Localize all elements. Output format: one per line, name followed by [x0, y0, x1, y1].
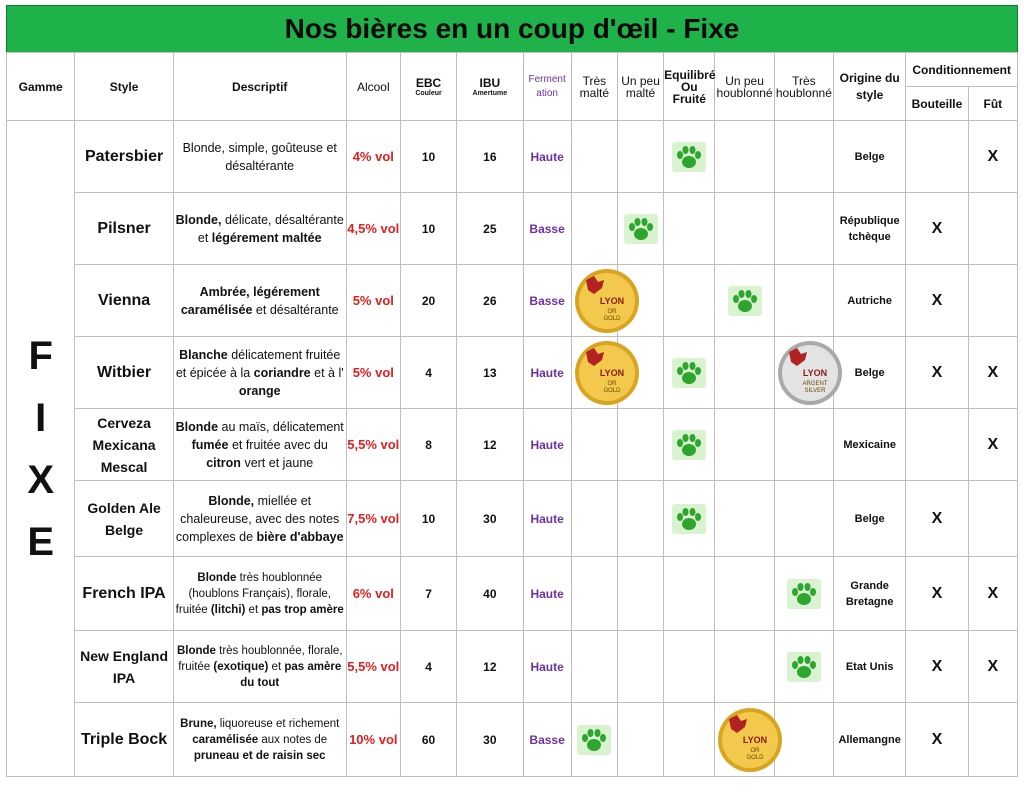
flavour-cell [617, 121, 663, 193]
paw-icon [728, 286, 762, 316]
flavour-cell [664, 631, 715, 703]
flavour-cell [715, 703, 774, 777]
header-gamme: Gamme [7, 53, 75, 121]
fut-mark: X [968, 121, 1017, 193]
header-ibu [457, 53, 523, 121]
header-fut: Fût [968, 87, 1017, 121]
beer-table [6, 52, 1018, 777]
flavour-cell [715, 631, 774, 703]
svg-text:LYON: LYON [599, 367, 624, 378]
description-segment: caramélisée [192, 733, 259, 746]
header-style: Style [75, 53, 173, 121]
origin-value: Autriche [833, 265, 905, 337]
beer-style: French IPA [75, 557, 173, 631]
header-tres-houblonne: Très houblonné [774, 53, 833, 121]
description-segment: (exotique) [213, 660, 269, 673]
ebc-value: 4 [400, 631, 456, 703]
flavour-cell [617, 703, 663, 777]
alcohol-value: 7,5% vol [346, 481, 400, 557]
svg-text:GOLD: GOLD [746, 754, 764, 761]
fut-mark [968, 265, 1017, 337]
fermentation-value: Haute [523, 409, 571, 481]
flavour-cell [774, 193, 833, 265]
ibu-value: 26 [457, 265, 523, 337]
description-segment: Blonde [175, 419, 219, 434]
flavour-cell [571, 481, 617, 557]
beer-row [7, 703, 1018, 777]
description-segment: Blonde, [175, 212, 222, 227]
description-segment: bière d'abbaye [256, 529, 344, 544]
description-segment: pas trop amère [261, 603, 344, 616]
flavour-cell [617, 557, 663, 631]
alcohol-value: 5,5% vol [346, 409, 400, 481]
fut-mark [968, 481, 1017, 557]
origin-value: Belge [833, 337, 905, 409]
description-segment: Blonde, [208, 493, 255, 508]
beer-row [7, 631, 1018, 703]
description-segment: citron [206, 455, 241, 470]
header-tres-malte: Très malté [571, 53, 617, 121]
gamme-letter: X [27, 457, 54, 502]
flavour-cell [617, 481, 663, 557]
alcohol-value: 6% vol [346, 557, 400, 631]
header-origine: Origine du style [833, 53, 905, 121]
fut-mark [968, 193, 1017, 265]
beer-style: Triple Bock [75, 703, 173, 777]
flavour-cell [664, 193, 715, 265]
header-ebc-label: EBC [415, 76, 442, 90]
fut-mark: X [968, 409, 1017, 481]
svg-text:ARGENT: ARGENT [802, 380, 828, 387]
beer-style: Golden Ale Belge [75, 481, 173, 557]
flavour-cell [664, 409, 715, 481]
flavour-cell [715, 557, 774, 631]
beer-description [173, 703, 346, 777]
alcohol-value: 5,5% vol [346, 631, 400, 703]
beer-style: Cerveza Mexicana Mescal [75, 409, 173, 481]
header-descriptif: Descriptif [173, 53, 346, 121]
ibu-value: 16 [457, 121, 523, 193]
beer-row [7, 121, 1018, 193]
flavour-cell [571, 121, 617, 193]
origin-value: Belge [833, 481, 905, 557]
description-segment: Blonde [176, 644, 216, 657]
flavour-cell [617, 193, 663, 265]
flavour-cell [571, 193, 617, 265]
bouteille-mark: X [906, 703, 968, 777]
description-segment: Blonde, [182, 140, 225, 155]
description-segment: et [248, 603, 259, 616]
flavour-cell [571, 337, 624, 409]
description-segment: Blonde [197, 571, 237, 584]
paw-icon [577, 725, 611, 755]
ebc-value: 7 [400, 557, 456, 631]
svg-text:LYON: LYON [743, 734, 768, 745]
ebc-value: 8 [400, 409, 456, 481]
ebc-value: 10 [400, 121, 456, 193]
beer-style: Vienna [75, 265, 173, 337]
beer-description [173, 409, 346, 481]
description-segment: Blanche [179, 347, 228, 362]
description-segment: et désaltérante [255, 302, 339, 317]
beer-description [173, 265, 346, 337]
description-segment: miellée et chaleureuse, avec des notes complexes de [175, 493, 340, 544]
description-segment: coriandre [253, 365, 311, 380]
flavour-cell [715, 193, 774, 265]
paw-icon [672, 504, 706, 534]
description-segment: orange [238, 383, 281, 398]
beer-row [7, 557, 1018, 631]
svg-text:OR: OR [750, 747, 760, 754]
svg-text:GOLD: GOLD [603, 315, 621, 322]
fermentation-value: Haute [523, 481, 571, 557]
header-equilibre: Equilibré Ou Fruité [664, 53, 715, 121]
origin-value: Mexicaine [833, 409, 905, 481]
ibu-value: 12 [457, 409, 523, 481]
description-segment: pas amère du tout [240, 660, 342, 689]
origin-value: République tchèque [833, 193, 905, 265]
gold-medal-icon [715, 705, 785, 775]
svg-text:OR: OR [607, 380, 617, 387]
beer-description [173, 193, 346, 265]
paw-icon [787, 579, 821, 609]
beer-description [173, 481, 346, 557]
flavour-cell [774, 265, 833, 337]
gold-medal-icon [572, 338, 642, 408]
description-segment: très houblonnée, florale, fruitée [178, 644, 343, 673]
flavour-cell [664, 121, 715, 193]
description-segment: (litchi) [210, 603, 246, 616]
header-bouteille: Bouteille [906, 87, 968, 121]
description-segment: vert et jaune [244, 455, 314, 470]
header-un-peu-houblonne: Un peu houblonné [715, 53, 774, 121]
flavour-cell [774, 557, 833, 631]
beer-description [173, 121, 346, 193]
fut-mark [968, 703, 1017, 777]
description-segment: pruneau et de raisin sec [193, 749, 326, 762]
flavour-cell [774, 631, 833, 703]
flavour-cell [571, 631, 617, 703]
description-segment: aux notes de [261, 733, 328, 746]
description-segment: délicate, désaltérante et [197, 212, 344, 245]
beer-row [7, 193, 1018, 265]
paw-icon [672, 142, 706, 172]
beer-style: Witbier [75, 337, 173, 409]
header-conditionnement: Conditionnement [906, 53, 1018, 87]
flavour-cell [617, 631, 663, 703]
description-segment: légérement maltée [211, 230, 322, 245]
gamme-letter: E [27, 519, 54, 564]
svg-text:GOLD: GOLD [603, 387, 621, 394]
svg-text:OR: OR [607, 308, 617, 315]
header-fermentation: Ferment ation [523, 53, 571, 121]
flavour-cell [664, 557, 715, 631]
silver-medal-icon [775, 338, 845, 408]
origin-value: Belge [833, 121, 905, 193]
ebc-value: 10 [400, 481, 456, 557]
flavour-cell [571, 557, 617, 631]
flavour-cell [774, 121, 833, 193]
bouteille-mark: X [906, 557, 968, 631]
bouteille-mark: X [906, 631, 968, 703]
description-segment: délicatement fruitée et épicée à la [175, 347, 341, 380]
bouteille-mark [906, 121, 968, 193]
description-segment: caramélisée [180, 302, 253, 317]
svg-text:SILVER: SILVER [804, 387, 826, 394]
ebc-value: 4 [400, 337, 456, 409]
paw-icon [787, 652, 821, 682]
ebc-value: 10 [400, 193, 456, 265]
beer-description [173, 557, 346, 631]
fermentation-value: Haute [523, 557, 571, 631]
description-segment: Brune, [180, 717, 217, 730]
fermentation-value: Haute [523, 121, 571, 193]
origin-value: Etat Unis [833, 631, 905, 703]
flavour-cell [664, 337, 715, 409]
svg-text:LYON: LYON [802, 367, 827, 378]
fermentation-value: Basse [523, 703, 571, 777]
flavour-cell [715, 265, 774, 337]
flavour-cell [715, 121, 774, 193]
alcohol-value: 5% vol [346, 265, 400, 337]
ebc-value: 20 [400, 265, 456, 337]
description-segment: et fruitée avec du [231, 437, 328, 452]
flavour-cell [715, 481, 774, 557]
origin-value: Allemangne [833, 703, 905, 777]
description-segment: et à l' [314, 365, 344, 380]
flavour-cell [715, 409, 774, 481]
flavour-cell [664, 481, 715, 557]
fermentation-value: Haute [523, 337, 571, 409]
fut-mark: X [968, 631, 1017, 703]
page-title: Nos bières en un coup d'œil - Fixe [6, 5, 1018, 53]
description-segment: liquoreuse et richement [219, 717, 340, 730]
svg-text:LYON: LYON [599, 295, 624, 306]
beer-row [7, 409, 1018, 481]
flavour-cell [715, 337, 774, 409]
flavour-cell [774, 337, 833, 409]
ibu-value: 13 [457, 337, 523, 409]
description-segment: simple, goûteuse et désaltérante [225, 140, 337, 173]
flavour-cell [571, 409, 617, 481]
alcohol-value: 5% vol [346, 337, 400, 409]
description-segment: fumée [191, 437, 229, 452]
header-ebc-sub: Couleur [415, 90, 442, 97]
alcohol-value: 4,5% vol [346, 193, 400, 265]
description-segment: très houblonnée (houblons Français), florale, fruitée [175, 571, 331, 616]
bouteille-mark: X [906, 481, 968, 557]
gamme-letter: F [28, 333, 53, 378]
alcohol-value: 10% vol [346, 703, 400, 777]
description-segment: Ambrée, légérement [199, 284, 320, 299]
header-ibu-label: IBU [479, 76, 501, 90]
beer-description [173, 631, 346, 703]
fermentation-value: Haute [523, 631, 571, 703]
flavour-cell [664, 703, 715, 777]
fermentation-value: Basse [523, 265, 571, 337]
bouteille-mark: X [906, 337, 968, 409]
ebc-value: 60 [400, 703, 456, 777]
flavour-cell [664, 265, 715, 337]
gold-medal-icon [572, 266, 642, 336]
ibu-value: 12 [457, 631, 523, 703]
paw-icon [624, 214, 658, 244]
fermentation-value: Basse [523, 193, 571, 265]
flavour-cell [774, 409, 833, 481]
paw-icon [672, 430, 706, 460]
alcohol-value: 4% vol [346, 121, 400, 193]
beer-row [7, 337, 1018, 409]
header-ebc [400, 53, 456, 121]
bouteille-mark: X [906, 265, 968, 337]
bouteille-mark [906, 409, 968, 481]
flavour-cell [571, 265, 624, 337]
beer-description [173, 337, 346, 409]
fut-mark: X [968, 557, 1017, 631]
beer-style: Pilsner [75, 193, 173, 265]
ibu-value: 30 [457, 703, 523, 777]
origin-value: Grande Bretagne [833, 557, 905, 631]
flavour-cell [617, 409, 663, 481]
ibu-value: 40 [457, 557, 523, 631]
beer-style: New England IPA [75, 631, 173, 703]
gamme-letter: I [35, 395, 47, 440]
bouteille-mark: X [906, 193, 968, 265]
ibu-value: 30 [457, 481, 523, 557]
beer-row [7, 265, 1018, 337]
ibu-value: 25 [457, 193, 523, 265]
beer-style: Patersbier [75, 121, 173, 193]
beer-row [7, 481, 1018, 557]
flavour-cell [774, 481, 833, 557]
header-ibu-sub: Amertume [472, 90, 508, 97]
header-un-peu-malte: Un peu malté [617, 53, 663, 121]
paw-icon [672, 358, 706, 388]
fut-mark: X [968, 337, 1017, 409]
description-segment: et [271, 660, 282, 673]
gamme-cell [7, 121, 75, 777]
flavour-cell [571, 703, 617, 777]
header-alcool: Alcool [346, 53, 400, 121]
description-segment: au maïs, délicatement [221, 419, 344, 434]
